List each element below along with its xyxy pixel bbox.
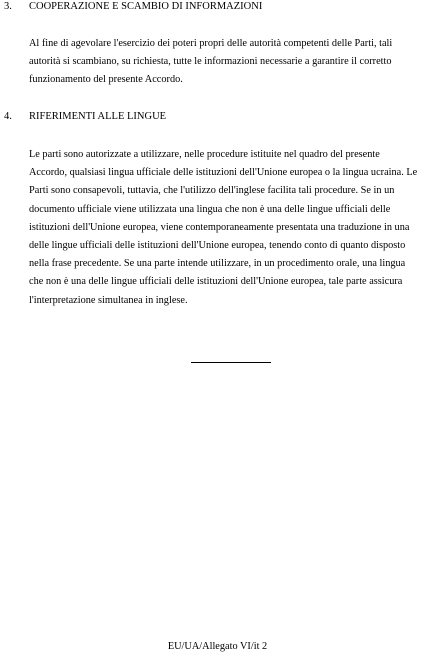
- paragraph-line: Accordo, qualsiasi lingua ufficiale delle istituzioni dell'Unione europea o la lingua ucraina. Le: [29, 167, 418, 179]
- page-footer-reference: EU/UA/Allegato VI/it 2: [167, 641, 268, 652]
- section-paragraph: [29, 146, 433, 310]
- section-heading: [0, 0, 435, 14]
- paragraph-line: che non è una delle lingue ufficiali delle istituzioni dell'Unione europea, tale parte assicura: [29, 276, 403, 288]
- paragraph-line: nella frase precedente. Se una parte intende utilizzare, in un procedimento orale, una lingua: [29, 258, 406, 270]
- section-title: RIFERIMENTI ALLE LINGUE: [29, 111, 167, 122]
- paragraph-line: autorità si scambiano, su richiesta, tutte le informazioni necessarie a garantire il corretto: [29, 56, 392, 68]
- section-number: 4.: [4, 111, 12, 122]
- section-heading: [0, 110, 435, 124]
- section-paragraph: [29, 35, 433, 90]
- paragraph-line: delle lingue ufficiali delle istituzioni dell'Unione europea, tenendo conto di quanto disposto: [29, 240, 406, 252]
- paragraph-line: Parti sono consapevoli, tuttavia, che l'utilizzo dell'inglese facilita tali procedure. Se in un: [29, 185, 395, 197]
- section-title: COOPERAZIONE E SCAMBIO DI INFORMAZIONI: [29, 1, 263, 12]
- paragraph-line: Al fine di agevolare l'esercizio dei poteri propri delle autorità competenti delle Parti, tali: [29, 38, 393, 49]
- paragraph-line: Le parti sono autorizzate a utilizzare, nelle procedure istituite nel quadro del presente: [29, 149, 380, 160]
- paragraph-line: l'interpretazione simultanea in inglese.: [29, 294, 188, 306]
- paragraph-line: istituzioni dell'Unione europea, viene contemporaneamente presentata una traduzione in una: [29, 221, 410, 233]
- paragraph-line: funzionamento del presente Accordo.: [29, 74, 183, 86]
- section-number: 3.: [4, 1, 12, 12]
- paragraph-line: documento ufficiale viene utilizzata una lingua che non è una delle lingue ufficiali delle: [29, 203, 391, 215]
- end-of-text-rule: [191, 362, 271, 363]
